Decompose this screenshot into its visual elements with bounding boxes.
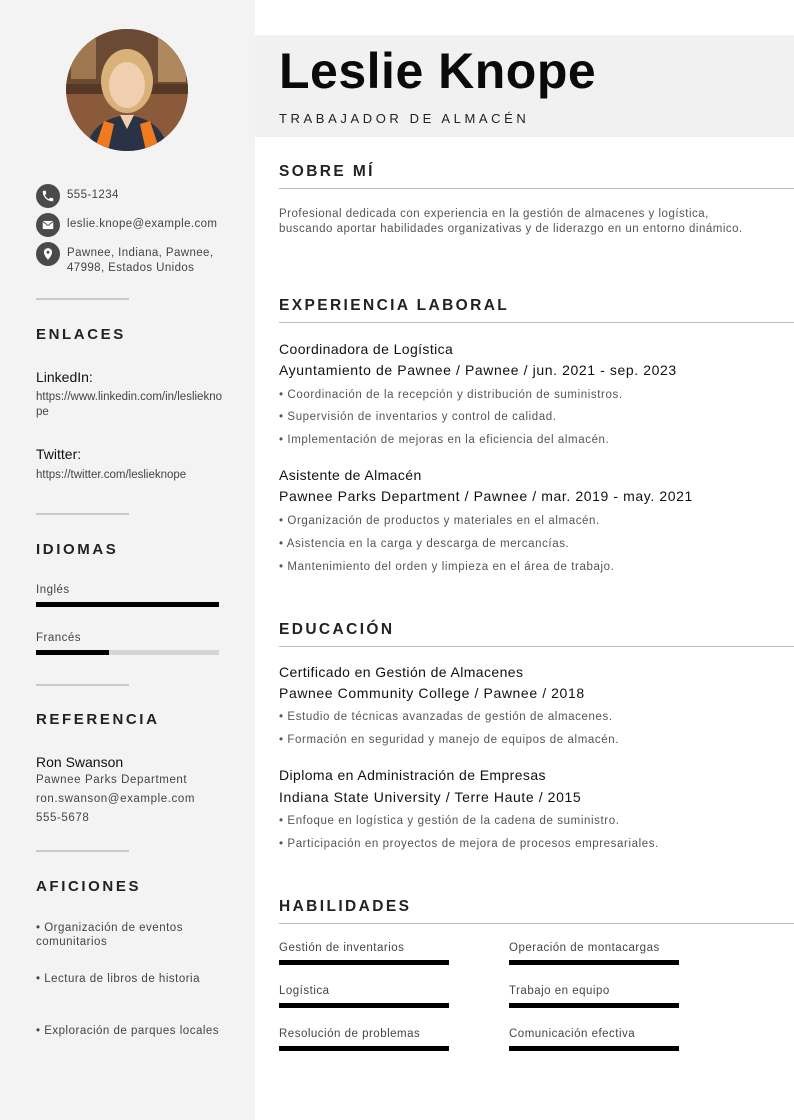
skill-item: [509, 1028, 679, 1051]
address-text: [67, 242, 213, 276]
profile-photo: [66, 29, 188, 151]
job-title: Asistente de Almacén: [279, 467, 422, 483]
education-subtitle: Pawnee Community College / Pawnee / 2018: [279, 685, 585, 701]
skill-level-bar: [509, 1003, 679, 1008]
sidebar-divider: [36, 850, 129, 852]
address-line-1: Pawnee, Indiana, Pawnee,: [67, 247, 214, 259]
section-divider: [279, 646, 794, 647]
language-level-fill: [36, 602, 219, 607]
education-bullet: • Estudio de técnicas avanzadas de gestión de almacenes.: [279, 711, 613, 723]
hobby-item: • Organización de eventos comunitarios: [36, 922, 183, 948]
education-bullet: • Enfoque en logística y gestión de la cadena de suministro.: [279, 815, 620, 827]
skill-item: [279, 1028, 449, 1051]
address-line-2: 47998, Estados Unidos: [67, 262, 195, 274]
language-level-bar: [36, 602, 219, 607]
education-bullet: • Participación en proyectos de mejora de procesos empresariales.: [279, 838, 659, 850]
skill-name: Operación de montacargas: [509, 942, 660, 954]
sidebar: [0, 0, 255, 1120]
hobby-item: • Exploración de parques locales: [36, 1025, 220, 1037]
person-name: Leslie Knope: [279, 43, 597, 99]
skill-level-bar: [279, 960, 449, 965]
section-divider: [279, 322, 794, 323]
phone-text: 555-1234: [67, 189, 119, 201]
hobbies-title: AFICIONES: [36, 878, 142, 895]
skill-name: Resolución de problemas: [279, 1028, 421, 1040]
about-title: SOBRE MÍ: [279, 163, 375, 180]
twitter-url[interactable]: https://twitter.com/leslieknope: [36, 469, 187, 481]
job-subtitle: Pawnee Parks Department / Pawnee / mar. 2019 - may. 2021: [279, 488, 693, 504]
about-text: Profesional dedicada con experiencia en la gestión de almacenes y logística, buscando aportar habilidades organizativas y de liderazgo en un entorno dinámico.: [279, 208, 743, 235]
job-bullet: • Implementación de mejoras en la eficiencia del almacén.: [279, 434, 610, 446]
skill-name: Gestión de inventarios: [279, 942, 405, 954]
email-text[interactable]: leslie.knope@example.com: [67, 218, 218, 230]
skill-level-fill: [279, 1046, 449, 1051]
education-subtitle: Indiana State University / Terre Haute / 2015: [279, 789, 582, 805]
skill-level-bar: [279, 1003, 449, 1008]
skill-level-fill: [509, 1046, 679, 1051]
reference-email[interactable]: ron.swanson@example.com: [36, 793, 196, 805]
sidebar-divider: [36, 298, 129, 300]
skill-level-bar: [509, 1046, 679, 1051]
reference-company: Pawnee Parks Department: [36, 774, 188, 786]
education-title-item: Diploma en Administración de Empresas: [279, 767, 546, 783]
education-title: EDUCACIÓN: [279, 621, 395, 638]
avatar: [66, 29, 188, 151]
skill-level-fill: [279, 960, 449, 965]
skill-name: Comunicación efectiva: [509, 1028, 636, 1040]
skills-title: HABILIDADES: [279, 898, 412, 915]
job-title: Coordinadora de Logística: [279, 341, 454, 357]
skill-item: [509, 942, 679, 965]
job-bullet: • Asistencia en la carga y descarga de mercancías.: [279, 538, 570, 550]
linkedin-label: LinkedIn:: [36, 369, 93, 385]
language-name: Francés: [36, 632, 82, 644]
job-subtitle: Ayuntamiento de Pawnee / Pawnee / jun. 2021 - sep. 2023: [279, 362, 677, 378]
sidebar-divider: [36, 513, 129, 515]
job-bullet: • Organización de productos y materiales en el almacén.: [279, 515, 600, 527]
job-bullet: • Mantenimiento del orden y limpieza en el área de trabajo.: [279, 561, 615, 573]
contact-phone: [36, 184, 236, 208]
section-divider: [279, 188, 794, 189]
twitter-label: Twitter:: [36, 446, 82, 462]
skill-item: [509, 985, 679, 1008]
sidebar-divider: [36, 684, 129, 686]
contact-email: [36, 213, 236, 237]
linkedin-url[interactable]: https://www.linkedin.com/in/leslieknope: [36, 391, 222, 418]
skill-name: Trabajo en equipo: [509, 985, 610, 997]
links-title: ENLACES: [36, 326, 126, 343]
education-title-item: Certificado en Gestión de Almacenes: [279, 664, 524, 680]
phone-icon: [36, 184, 60, 208]
skill-name: Logística: [279, 985, 330, 997]
skill-level-fill: [509, 1003, 679, 1008]
main-content: [255, 0, 794, 1120]
skill-item: [279, 942, 449, 965]
reference-phone: 555-5678: [36, 812, 90, 824]
reference-title: REFERENCIA: [36, 711, 160, 728]
contact-address: [36, 242, 236, 276]
location-icon: [36, 242, 60, 266]
skill-level-bar: [509, 960, 679, 965]
skill-level-fill: [509, 960, 679, 965]
person-role: TRABAJADOR DE ALMACÉN: [279, 111, 530, 126]
section-divider: [279, 923, 794, 924]
education-bullet: • Formación en seguridad y manejo de equipos de almacén.: [279, 734, 620, 746]
language-level-bar: [36, 650, 219, 655]
email-icon: [36, 213, 60, 237]
skill-level-fill: [279, 1003, 449, 1008]
language-name: Inglés: [36, 584, 70, 596]
job-bullet: • Coordinación de la recepción y distribución de suministros.: [279, 389, 623, 401]
reference-name: Ron Swanson: [36, 754, 124, 770]
hobby-item: • Lectura de libros de historia: [36, 973, 200, 985]
job-bullet: • Supervisión de inventarios y control de calidad.: [279, 411, 557, 423]
language-level-fill: [36, 650, 109, 655]
languages-title: IDIOMAS: [36, 541, 119, 558]
experience-title: EXPERIENCIA LABORAL: [279, 297, 510, 314]
skill-item: [279, 985, 449, 1008]
skill-level-bar: [279, 1046, 449, 1051]
